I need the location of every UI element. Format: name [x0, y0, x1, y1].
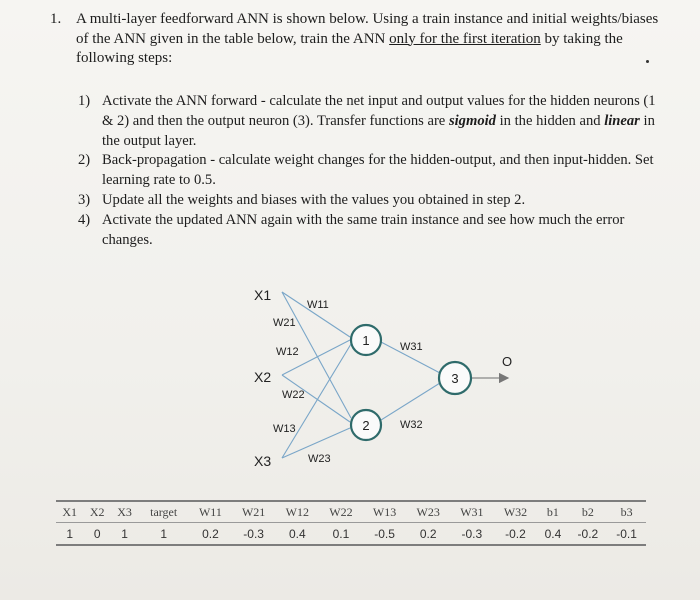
question-intro: A multi-layer feedforward ANN is shown below. Using a train instance and initial weights/biases of the ANN given in the table below, train the ANN — [76, 11, 659, 47]
svg-text:2: 2 — [362, 418, 370, 433]
table-header-cell: X2 — [83, 501, 110, 523]
question-text — [76, 10, 665, 69]
table-cell: 1 — [138, 523, 189, 546]
input-label-x3: X3 — [254, 453, 272, 469]
table-header-cell: target — [138, 501, 189, 523]
table-cell: 0.1 — [319, 523, 363, 546]
table-header-row — [56, 501, 646, 523]
step-text: Back-propagation - calculate weight changes for the hidden-output, and then input-hidden. Set learning rate to 0.5. — [102, 152, 654, 189]
table-header-cell: W23 — [406, 501, 450, 523]
step-item — [78, 211, 663, 251]
question-number: 1. — [50, 11, 62, 27]
step-text: Activate the updated ANN again with the same train instance and see how much the error changes. — [102, 211, 625, 248]
table-cell: 1 — [56, 523, 83, 546]
step-emphasis-linear: linear — [604, 112, 640, 129]
table-header-cell: W13 — [363, 501, 407, 523]
weight-label-w22: W22 — [282, 389, 305, 401]
input-label-x1: X1 — [254, 287, 272, 303]
table-header-cell: b2 — [569, 501, 608, 523]
edge-x3-n1 — [282, 344, 351, 458]
step-text-part: in the output layer. — [102, 112, 655, 149]
node-2 — [351, 410, 381, 440]
table-header-cell: W21 — [232, 501, 276, 523]
parameters-table — [56, 500, 646, 546]
table-header-cell: W31 — [450, 501, 494, 523]
ann-diagram — [240, 280, 540, 480]
table-cell: 0.2 — [189, 523, 232, 546]
step-number: 2) — [78, 152, 91, 169]
edge-n2-n3 — [381, 383, 440, 420]
step-text-part: Activate the ANN forward - calculate the net input and output values for the hidden neurons (1 & 2) and then the output neuron (3). Transfer functions are — [102, 93, 656, 129]
weight-label-w32: W32 — [400, 419, 423, 431]
parameters-table-wrapper — [56, 500, 646, 546]
question-underlined-phrase: only for the first iteration — [389, 30, 541, 47]
table-cell: 1 — [111, 523, 138, 546]
step-number: 1) — [78, 93, 91, 109]
table-cell: -0.3 — [232, 523, 276, 546]
weight-labels — [273, 299, 423, 465]
svg-text:1: 1 — [362, 333, 370, 348]
node-1 — [351, 325, 381, 355]
table-cell: -0.3 — [450, 523, 494, 546]
question-statement — [50, 10, 665, 69]
table-header-cell: b3 — [607, 501, 646, 523]
table-cell: 0.4 — [537, 523, 568, 546]
table-cell: -0.1 — [607, 523, 646, 546]
table-cell: 0 — [83, 523, 110, 546]
table-cell: 0.4 — [275, 523, 319, 546]
weight-label-w23: W23 — [308, 453, 331, 465]
step-number: 3) — [78, 191, 91, 208]
table-header-cell: b1 — [537, 501, 568, 523]
table-cell: -0.2 — [494, 523, 538, 546]
input-label-x2: X2 — [254, 369, 272, 385]
weight-label-w21: W21 — [273, 317, 296, 329]
table-header-cell: W11 — [189, 501, 232, 523]
weight-label-w13: W13 — [273, 423, 296, 435]
weight-label-w31: W31 — [400, 341, 423, 353]
table-header-cell: X1 — [56, 501, 83, 523]
table-row — [56, 523, 646, 546]
stray-dot — [646, 60, 649, 63]
table-cell: -0.5 — [363, 523, 407, 546]
table-header-cell: X3 — [111, 501, 138, 523]
steps-list — [78, 92, 663, 250]
weight-label-w11: W11 — [307, 299, 329, 311]
question-intro-end: by taking the following steps: — [76, 30, 623, 66]
weight-label-w12: W12 — [276, 346, 299, 358]
table-cell: -0.2 — [569, 523, 608, 546]
step-text: Update all the weights and biases with the values you obtained in step 2. — [102, 191, 526, 208]
step-item — [78, 92, 663, 151]
table-cell: 0.2 — [406, 523, 450, 546]
table-header-cell: W12 — [275, 501, 319, 523]
step-text-part: in the hidden and — [495, 112, 605, 129]
node-3 — [439, 362, 471, 394]
step-item — [78, 151, 663, 191]
table-header-cell: W22 — [319, 501, 363, 523]
table-header-cell: W32 — [494, 501, 538, 523]
step-emphasis-sigmoid: sigmoid — [448, 112, 496, 129]
step-number: 4) — [78, 211, 91, 228]
output-label: O — [502, 354, 513, 369]
step-item — [78, 191, 663, 211]
svg-text:3: 3 — [451, 371, 459, 386]
